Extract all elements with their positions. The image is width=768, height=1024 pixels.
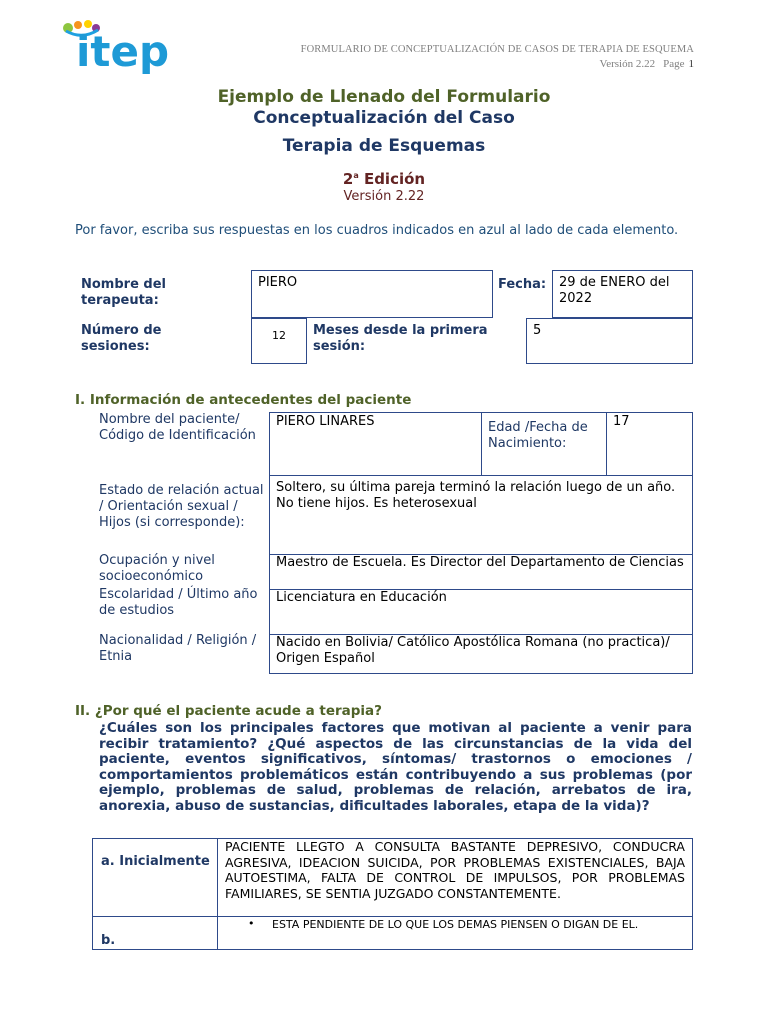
form-header-title: FORMULARIO DE CONCEPTUALIZACIÓN DE CASOS DE TERAPIA DE ESQUEMA bbox=[300, 44, 694, 55]
row-b-field[interactable] bbox=[217, 916, 693, 950]
therapist-name-field[interactable]: PIERO bbox=[251, 270, 493, 318]
section-2-title: II. ¿Por qué el paciente acude a terapia? bbox=[75, 703, 382, 719]
patient-name-label: Nombre del paciente/ Código de Identificación bbox=[99, 412, 256, 443]
patient-name-field[interactable]: PIERO LINARES bbox=[269, 412, 482, 476]
logo-text: itep bbox=[76, 27, 170, 74]
months-label: Meses desde la primera sesión: bbox=[313, 323, 488, 354]
section-1-title: I. Información de antecedentes del paciente bbox=[75, 392, 412, 408]
sessions-field[interactable]: 12 bbox=[251, 318, 307, 364]
row-b-label-cell bbox=[92, 916, 218, 950]
occupation-label: Ocupación y nivel socioeconómico bbox=[99, 553, 215, 584]
bullet-icon: • bbox=[248, 917, 255, 930]
sessions-label: Número de sesiones: bbox=[81, 323, 162, 354]
therapist-name-label: Nombre del terapeuta: bbox=[81, 277, 166, 308]
edition-version: Versión 2.22 bbox=[343, 189, 425, 204]
row-a-field[interactable]: PACIENTE LLEGTO A CONSULTA BASTANTE DEPRESIVO, CONDUCRA AGRESIVA, IDEACION SUICIDA, POR PROBLEMAS EXISTENCIALES, BAJA AUTOESTIMA, FALTA DE CONTROL DE IMPULSOS, POR PROBLEMAS FAMILIARES, SE SENTIA JUZGADO CONSTANTEMENTE. bbox=[217, 838, 693, 917]
relation-label: Estado de relación actual / Orientación sexual / Hijos (si corresponde): bbox=[99, 483, 264, 530]
age-field[interactable]: 17 bbox=[606, 412, 693, 476]
row-b-bullet-text: ESTA PENDIENTE DE LO QUE LOS DEMAS PIENSEN O DIGAN DE EL. bbox=[272, 918, 639, 931]
occupation-field[interactable]: Maestro de Escuela. Es Director del Departamento de Ciencias bbox=[269, 554, 693, 590]
schooling-label: Escolaridad / Último año de estudios bbox=[99, 587, 258, 618]
age-label: Edad /Fecha de Nacimiento: bbox=[481, 412, 607, 476]
edition-title: 2$^a$ Edición bbox=[342, 170, 426, 188]
row-a-label-cell bbox=[92, 838, 218, 917]
title-line-1: Ejemplo de Llenado del Formulario bbox=[217, 87, 551, 107]
nationality-field[interactable]: Nacido en Bolivia/ Católico Apostólica Romana (no practica)/ Origen Español bbox=[269, 634, 693, 674]
months-field[interactable]: 5 bbox=[526, 318, 693, 364]
date-field[interactable]: 29 de ENERO del 2022 bbox=[552, 270, 693, 318]
itep-logo bbox=[62, 18, 222, 74]
schooling-field[interactable]: Licenciatura en Educación bbox=[269, 589, 693, 635]
title-line-3: Terapia de Esquemas bbox=[282, 136, 486, 156]
relation-field[interactable]: Soltero, su última pareja terminó la relación luego de un año. No tiene hijos. Es heterosexual bbox=[269, 475, 693, 555]
title-line-2: Conceptualización del Caso bbox=[253, 108, 515, 128]
section-2-question: ¿Cuáles son los principales factores que motivan al paciente a venir para recibir tratamiento? ¿Qué aspectos de las circunstancias de la vida del paciente, eventos significativos, síntomas/ trastornos o emociones / comportamientos problemáticos están contribuyendo a sus problemas (por ejemplo, problemas de salud, problemas de relación, arrebatos de ira, anorexia, abuso de sustancias, dificultades laborales, etapa de la vida)? bbox=[99, 720, 692, 814]
row-b-label: b. bbox=[101, 933, 116, 948]
nationality-label: Nacionalidad / Religión / Etnia bbox=[99, 633, 257, 664]
date-label: Fecha: bbox=[498, 277, 547, 292]
intro-text: Por favor, escriba sus respuestas en los cuadros indicados en azul al lado de cada elemento. bbox=[75, 223, 679, 238]
header-version: Versión 2.22 Page 1 bbox=[599, 58, 694, 70]
row-a-label: a. Inicialmente bbox=[101, 854, 210, 869]
